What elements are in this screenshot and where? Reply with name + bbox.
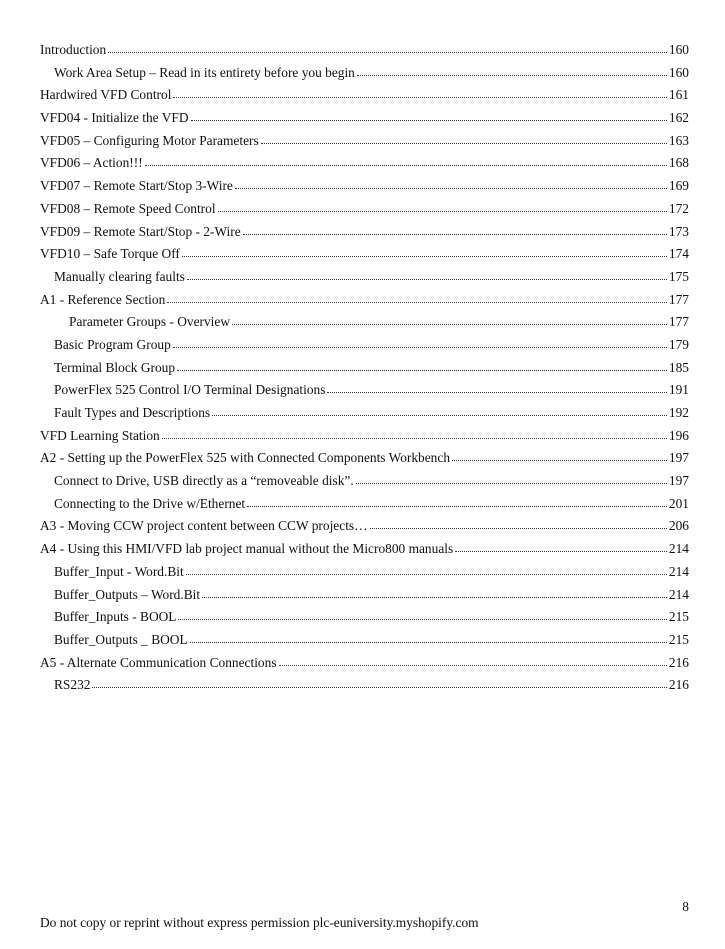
toc-entry[interactable] [40, 334, 689, 357]
toc-entry-page[interactable]: 174 [668, 246, 689, 262]
toc-entry[interactable] [40, 402, 689, 425]
toc-entry-title[interactable]: Buffer_Outputs _ BOOL [54, 631, 188, 647]
toc-entry-title[interactable]: VFD08 – Remote Speed Control [40, 200, 216, 216]
toc-entry[interactable] [40, 289, 689, 312]
toc-entry-page[interactable]: 196 [668, 427, 689, 443]
toc-entry-page[interactable]: 197 [668, 450, 689, 466]
dot-leader [162, 428, 667, 440]
toc-entry-title[interactable]: VFD09 – Remote Start/Stop - 2-Wire [40, 223, 241, 239]
dot-leader [177, 360, 667, 372]
dot-leader [178, 609, 666, 621]
toc-entry-page[interactable]: 214 [668, 586, 689, 602]
toc-entry-title[interactable]: VFD04 - Initialize the VFD [40, 110, 189, 126]
toc-entry-title[interactable]: A4 - Using this HMI/VFD lab project manual without the Micro800 manuals [40, 541, 454, 557]
toc-entry-page[interactable]: 192 [668, 405, 689, 420]
toc-entry[interactable] [40, 425, 689, 448]
toc-entry-page[interactable]: 169 [668, 178, 689, 194]
toc-entry[interactable] [40, 243, 689, 266]
toc-entry-title[interactable]: Connect to Drive, USB directly as a “removeable disk”. [54, 473, 354, 489]
toc-entry[interactable] [40, 311, 689, 334]
toc-entry[interactable] [40, 221, 689, 244]
toc-entry[interactable] [40, 538, 689, 561]
dot-leader [370, 518, 667, 530]
toc-entry-page[interactable]: 173 [668, 223, 689, 239]
dot-leader [186, 564, 667, 576]
toc-entry[interactable] [40, 130, 689, 153]
toc-entry[interactable] [40, 39, 689, 62]
toc-entry-page[interactable]: 185 [668, 359, 689, 375]
dot-leader [187, 269, 667, 281]
toc-entry-page[interactable]: 163 [668, 132, 689, 148]
toc-entry-page[interactable]: 215 [668, 631, 689, 647]
toc-entry-title[interactable]: A1 - Reference Section [40, 291, 166, 307]
toc-entry-title[interactable]: VFD07 – Remote Start/Stop 3-Wire [40, 178, 233, 194]
toc-entry-title[interactable]: Terminal Block Group [54, 359, 176, 375]
dot-leader [247, 496, 667, 508]
toc-entry-page[interactable]: 191 [668, 382, 689, 398]
toc-entry-page[interactable]: 179 [668, 336, 689, 352]
toc-entry-title[interactable]: A5 - Alternate Communication Connections [40, 654, 277, 670]
toc-entry[interactable] [40, 493, 689, 516]
toc-entry[interactable] [40, 62, 689, 85]
toc-entry[interactable] [40, 515, 689, 538]
toc-entry-page[interactable]: 216 [668, 677, 689, 693]
toc-entry-title[interactable]: RS232 [54, 677, 91, 693]
dot-leader [191, 110, 667, 122]
dot-leader [145, 155, 667, 167]
dot-leader [173, 87, 666, 99]
toc-entry-page[interactable]: 161 [668, 87, 689, 103]
toc-entry-title[interactable]: Work Area Setup – Read in its entirety before you begin [54, 64, 355, 80]
toc-entry-title[interactable]: Buffer_Outputs – Word.Bit [54, 586, 201, 602]
toc-entry-page[interactable]: 177 [668, 291, 689, 307]
dot-leader [167, 292, 667, 304]
toc-entry-title[interactable]: Introduction [40, 42, 107, 57]
toc-entry[interactable] [40, 629, 689, 652]
toc-entry[interactable] [40, 107, 689, 130]
toc-entry-title[interactable]: VFD05 – Configuring Motor Parameters [40, 132, 259, 148]
toc-entry-title[interactable]: VFD10 – Safe Torque Off [40, 246, 180, 262]
toc-entry[interactable] [40, 652, 689, 675]
toc-entry-page[interactable]: 177 [668, 314, 689, 330]
toc-entry[interactable] [40, 198, 689, 221]
toc-entry-title[interactable]: PowerFlex 525 Control I/O Terminal Designations [54, 382, 326, 398]
dot-leader [173, 337, 667, 349]
dot-leader [327, 382, 666, 394]
toc-entry[interactable] [40, 266, 689, 289]
toc-entry[interactable] [40, 606, 689, 629]
dot-leader [182, 246, 667, 258]
toc-entry-title[interactable]: Buffer_Input - Word.Bit [54, 563, 184, 579]
dot-leader [212, 405, 667, 417]
dot-leader [202, 587, 667, 599]
dot-leader [218, 201, 667, 213]
toc-entry[interactable] [40, 584, 689, 607]
dot-leader [261, 133, 667, 145]
toc-entry-title[interactable]: Buffer_Inputs - BOOL [54, 609, 177, 625]
dot-leader [455, 541, 667, 553]
dot-leader [357, 65, 667, 77]
toc-entry[interactable] [40, 152, 689, 175]
toc-entry-title[interactable]: Fault Types and Descriptions [54, 405, 211, 420]
toc-entry-title[interactable]: Manually clearing faults [54, 268, 185, 284]
toc-entry-page[interactable]: 160 [668, 64, 689, 80]
dot-leader [356, 473, 667, 485]
toc-entry-title[interactable]: A2 - Setting up the PowerFlex 525 with Connected Components Workbench [40, 450, 451, 466]
dot-leader [243, 224, 667, 236]
toc-entry-title[interactable]: Parameter Groups - Overview [69, 314, 231, 330]
toc-entry[interactable] [40, 470, 689, 493]
dot-leader [279, 655, 667, 667]
copyright-footer: Do not copy or reprint without express permission plc-euniversity.myshopify.com [40, 915, 479, 930]
toc-entry[interactable] [40, 175, 689, 198]
toc-entry[interactable] [40, 447, 689, 470]
toc-entry-page[interactable]: 168 [668, 155, 689, 171]
toc-entry-title[interactable]: VFD06 – Action!!! [40, 155, 143, 171]
toc-entry-title[interactable]: Hardwired VFD Control [40, 87, 172, 103]
toc-entry-title[interactable]: Basic Program Group [54, 336, 171, 352]
page-number: 8 [682, 899, 689, 914]
toc-entry-page[interactable]: 172 [668, 200, 689, 216]
toc-entry-title[interactable]: Connecting to the Drive w/Ethernet [54, 495, 246, 511]
toc-entry-title[interactable]: VFD Learning Station [40, 427, 160, 443]
toc-entry[interactable] [40, 561, 689, 584]
toc-entry-page[interactable]: 215 [668, 609, 689, 625]
toc-entry-page[interactable]: 160 [668, 42, 689, 57]
dot-leader [190, 632, 667, 644]
toc-entry-page[interactable]: 201 [668, 495, 689, 511]
toc-entry[interactable] [40, 674, 689, 697]
toc-entry-page[interactable]: 214 [668, 541, 689, 557]
toc-entry-page[interactable]: 214 [668, 563, 689, 579]
dot-leader [235, 178, 667, 190]
toc-entry-page[interactable]: 175 [668, 268, 689, 284]
toc-entry-page[interactable]: 206 [668, 518, 689, 534]
toc-entry[interactable] [40, 84, 689, 107]
dot-leader [108, 42, 667, 54]
toc-entry-page[interactable]: 197 [668, 473, 689, 489]
toc-entry[interactable] [40, 357, 689, 380]
dot-leader [92, 677, 666, 689]
toc-entry[interactable] [40, 379, 689, 402]
dot-leader [452, 450, 667, 462]
toc-entry-page[interactable]: 216 [668, 654, 689, 670]
table-of-contents [40, 39, 689, 697]
toc-entry-title[interactable]: A3 - Moving CCW project content between CCW projects… [40, 518, 368, 534]
toc-entry-page[interactable]: 162 [668, 110, 689, 126]
dot-leader [232, 314, 667, 326]
